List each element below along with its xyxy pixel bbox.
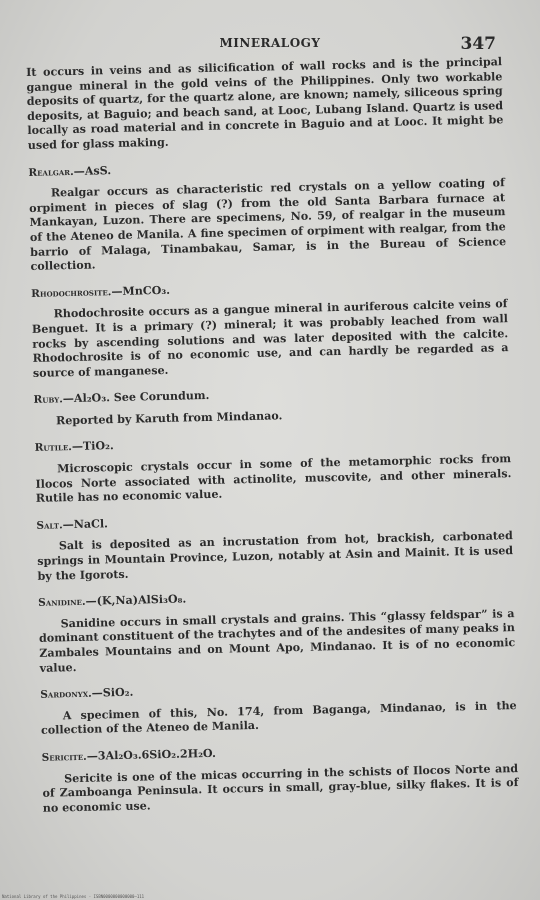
- entry-heading: [38, 585, 514, 610]
- mineral-formula: —3Al₂O₃.6SiO₂.2H₂O.: [86, 746, 217, 763]
- mineral-formula: —NaCl.: [62, 517, 109, 532]
- entry-sericite: [42, 740, 519, 816]
- entry-heading: [36, 508, 512, 533]
- entry-ruby: [33, 382, 510, 429]
- entry-text: Microscopic crystals occur in some of the metamorphic rocks from Ilocos Norte associated with actinolite, muscovite, and other minerals. Rutile has no economic value.: [35, 452, 512, 506]
- mineral-formula: —AsS.: [73, 163, 112, 178]
- mineral-name: Rhodochrosite.: [31, 285, 112, 300]
- entry-realgar: [28, 155, 506, 275]
- entry-heading: [33, 382, 509, 407]
- entry-heading: [42, 740, 518, 765]
- entry-text: Salt is deposited as an incrustation from hot, brackish, carbonated springs in Mountain Province, Luzon, notably at Asin and Mainit. It is used by the Igorots.: [37, 529, 514, 583]
- mineral-name: Realgar.: [28, 165, 74, 179]
- page-body: [26, 55, 519, 828]
- entry-heading: [35, 431, 511, 456]
- entry-text: Realgar occurs as characteristic red crystals on a yellow coating of orpiment in pieces of slag (?) from the old Santa Barbara furnace at Mankayan, Luzon. There are specimens, No. 59, of realgar in the museum of the Ateneo de Manila. A fine specimen of orpiment with realgar, from the barrio of Malaga, Tinambakau, Samar, is in the Bureau of Science collection.: [29, 176, 507, 274]
- mineral-formula: —(K,Na)AlSi₃O₈.: [85, 592, 187, 609]
- page-header: [0, 34, 540, 54]
- mineral-formula: —MnCO₃.: [111, 283, 171, 298]
- entry-text: Rhodochrosite occurs as a gangue mineral in auriferous calcite veins of Benguet. It is a primary (?) mineral; it was probably leached from wall rocks by ascending solutions and was later deposited with the calcite. Rhodochrosite is of no economic use, and can hardly be regarded as a source of manganese.: [31, 297, 509, 380]
- entry-text: Sericite is one of the micas occurring in the schists of Ilocos Norte and of Zamboanga Peninsula. It occurs in small, gray-blue, silky flakes. It is of no economic use.: [42, 761, 519, 815]
- entry-sardonyx: [40, 677, 517, 739]
- entry-rhodochrosite: [31, 276, 509, 381]
- entry-heading: [28, 155, 504, 180]
- mineral-name: Sardonyx.: [40, 687, 92, 702]
- scan-footer: National Library of the Philippines · ISBN0000000000000–111: [2, 894, 145, 899]
- mineral-formula: —TiO₂.: [71, 439, 114, 454]
- running-head: MINERALOGY: [219, 36, 321, 50]
- entry-sanidine: [38, 585, 516, 676]
- entry-text: Reported by Karuth from Mindanao.: [55, 409, 283, 428]
- intro-paragraph: It occurs in veins and as silicification of wall rocks and is the principal gangue mineral in the gold veins of the Philippines. Only two workable deposits of quartz, for the quartz alone, are known; namely, siliceous spring deposits, at Baguio; and beach sand, at Looc, Lubang Island. Quartz is used locally as road material and in concrete in Baguio and at Looc. It might be used for glass making.: [26, 55, 504, 152]
- entry-text: Sanidine occurs in small crystals and grains. This “glassy feldspar” is a dominant constituent of the trachytes and of the andesites of many peaks in Zambales Mountains and on Mount Apo, Mindanao. It is of no economic value.: [38, 606, 516, 675]
- entry-heading: [31, 276, 507, 301]
- page-number: 347: [460, 34, 496, 54]
- entry-rutile: [35, 431, 512, 507]
- entry-salt: [36, 508, 513, 584]
- mineral-name: Rutile.: [34, 441, 73, 455]
- entry-text: A specimen of this, No. 174, from Baganga, Mindanao, is in the collection of the Ateneo de Manila.: [40, 698, 517, 738]
- mineral-formula: —Al₂O₃. See Corundum.: [62, 389, 210, 406]
- mineral-name: Salt.: [36, 519, 63, 532]
- mineral-name: Sericite.: [41, 750, 87, 764]
- entry-heading: [40, 677, 516, 702]
- mineral-name: Sanidine.: [38, 596, 86, 610]
- mineral-formula: —SiO₂.: [91, 685, 134, 700]
- mineral-name: Ruby.: [33, 393, 63, 407]
